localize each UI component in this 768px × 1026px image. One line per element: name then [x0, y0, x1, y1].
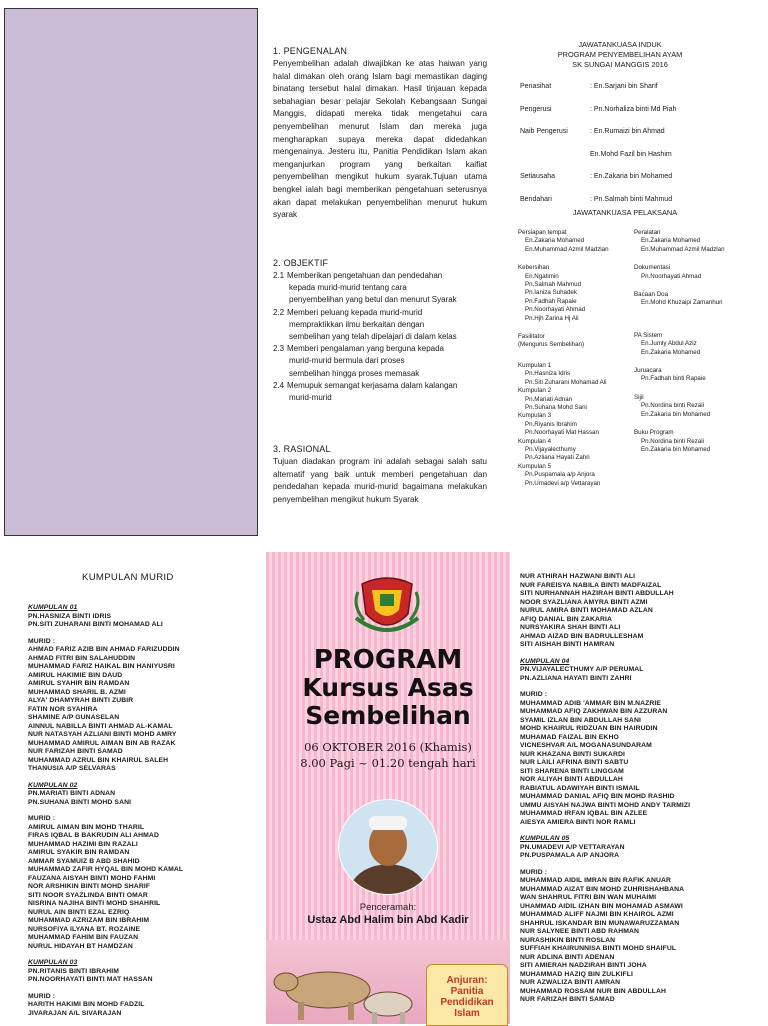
student-name: AFIQ DANIAL BIN ZAKARIA	[520, 615, 613, 623]
jk-pelaksana-member: Pn.Noorhayati Ahmad	[641, 272, 702, 280]
jk-pelaksana-member: Pn.Nordina binti Rezali	[641, 402, 704, 410]
student-name: NUR NATASYAH AZLIANI BINTI MOHD AMRY	[28, 731, 177, 738]
murid-left-list	[28, 604, 258, 1018]
jk-pelaksana-heading: Peralatan	[634, 229, 661, 236]
student-name: MUHAMAD FAIZAL BIN EKHO	[520, 733, 619, 741]
poster-title-kursus: Kursus Asas	[302, 673, 474, 702]
jk-pelaksana-col1	[518, 229, 633, 488]
objektif-section	[273, 258, 487, 404]
kumpulan-heading: KUMPULAN 04	[520, 657, 570, 665]
student-name: VICNESHVAR A/L MOGANASUNDARAM	[520, 742, 652, 749]
spacer	[28, 630, 258, 638]
student-name: NURUL AMIRA BINTI MOHAMAD AZLAN	[520, 607, 653, 614]
student-name: NOR ARSHIKIN BINTI MOHD SHARIF	[28, 883, 151, 890]
objektif-text: Memberikan pengetahuan dan pendedahan	[287, 271, 443, 280]
spacer	[520, 827, 765, 835]
spacer	[520, 861, 765, 869]
jk-induk-rows	[520, 82, 720, 205]
jk-pelaksana-col2	[634, 229, 746, 454]
objektif-line	[273, 319, 487, 331]
kumpulan-teacher: PN.RITANIS BINTI IBRAHIM	[28, 967, 120, 975]
jk-induk-role: Pengerusi	[520, 105, 552, 113]
spacer	[28, 951, 258, 959]
student-name: SITI NOOR SYAZLINDA BINTI OMAR	[28, 891, 148, 899]
student-name: NURSYAKIRA SHAH BINTI ALI	[520, 624, 621, 631]
jk-pelaksana-member: Pn.Riyanis Ibrahim	[525, 420, 577, 428]
student-name: SHAMINE A/P GUNASELAN	[28, 714, 120, 721]
jk-pelaksana-heading: Kumpulan 4	[518, 437, 552, 445]
jk-pelaksana-member: Pn.Suhana Mohd Sani	[525, 403, 587, 411]
jk-pelaksana-member: Pn.Salmah Mahmud	[525, 281, 582, 289]
jk-pelaksana-member: Pn.Azliana Hayati Zahri	[525, 454, 590, 462]
jk-pelaksana-member: Pn.Fadhah Rapaie	[525, 297, 577, 305]
jk-induk-row	[520, 195, 720, 205]
student-name: FIRAS IQBAL B BAKRUDIN ALI AHMAD	[28, 832, 159, 839]
jk-pelaksana-heading: Kumpulan 2	[518, 387, 552, 395]
student-name: NURUL HIDAYAH BT HAMDZAN	[28, 942, 133, 950]
kumpulan-teacher: PN.MARIATI BINTI ADNAN	[28, 790, 116, 797]
jk-pelaksana-heading: Fasilitator	[518, 333, 545, 341]
rasional-title: 3. RASIONAL	[273, 444, 331, 454]
spacer	[28, 807, 258, 815]
student-name: SYAMIL IZLAN BIN ABDULLAH SANI	[520, 716, 641, 724]
student-name: NUR FARIZAH BINTI SAMAD	[520, 996, 615, 1003]
spacer	[28, 774, 258, 782]
student-name: MUHAMMAD HAZIQ BIN ZULKIFLI	[520, 970, 633, 978]
student-name: NURSOFIYA ILYANA BT. ROZAINE	[28, 925, 141, 933]
student-name: MUHAMMAD AIZAT BIN MOHD ZUHRISHAHBANA	[520, 885, 685, 893]
kumpulan-teacher: PN.SITI ZUHARANI BINTI MOHAMAD ALI	[28, 621, 163, 628]
anjuran-islam: Islam	[454, 1008, 480, 1019]
student-name: AMIRUL SYAHIR BIN RAMDAN	[28, 680, 130, 687]
jk-induk-role: Bendahari	[520, 195, 552, 203]
poster-speaker-name: Ustaz Abd Halim bin Abd Kadir	[307, 914, 469, 926]
student-name: MUHAMMAD DANIAL AFIQ BIN MOHD RASHID	[520, 793, 675, 800]
jk-pelaksana-heading: (Mengurus Sembelihan)	[518, 341, 585, 349]
poster-penceramah-label: Penceramah:	[359, 902, 417, 913]
kumpulan-teacher: PN.AZLIANA HAYATI BINTI ZAHRI	[520, 674, 632, 682]
anjuran-panitia: Panitia	[450, 986, 484, 997]
student-name: MUHAMMAD ADIB 'AMMAR BIN M.NAZRIE	[520, 699, 661, 707]
jk-induk	[520, 40, 720, 218]
jk-induk-role: Penasihat	[520, 83, 552, 90]
jk-induk-name: : En.Rumaizi bin Ahmad	[590, 128, 665, 136]
student-name: AHMAD AIZAD BIN BADRULLESHAM	[520, 632, 644, 640]
jk-induk-role	[520, 150, 590, 160]
objektif-text: murid-murid bermula dari proses	[289, 356, 405, 366]
jk-induk-role: Setiausaha	[520, 173, 556, 181]
cattle-illustration-icon	[268, 958, 418, 1024]
murid-label: MURID :	[520, 691, 548, 698]
student-name: NUR SALYNEE BINTI ABD RAHMAN	[520, 928, 639, 935]
jk-pelaksana-heading: Bacaan Doa	[634, 291, 669, 299]
rasional-text: Tujuan diadakan program ini adalah sebagai salah satu alternatif yang baik untuk memberi pengetahuan dan pendedahan kepada murid-murid bagaimana melakukan penyembelihan mengikut hukum Syarak	[273, 457, 487, 504]
objektif-line	[273, 307, 487, 319]
jk-pelaksana-member: Pn.Noorhayati Ahmad	[525, 306, 586, 314]
objektif-text: sembelihan hingga proses memasak	[289, 368, 420, 378]
student-name: AMIRUL HAKIMIE BIN DAUD	[28, 671, 123, 679]
jk-pelaksana-member: Pn.Noorhayati Mat Hassan	[525, 429, 599, 437]
student-name: SITI AMIERAH NADZIRAH BINTI JOHA	[520, 962, 647, 969]
jk-pelaksana-member: En.Zakaria Mohamed	[525, 237, 585, 245]
objektif-line	[273, 282, 487, 294]
student-name: NURASHIKIN BINTI ROSLAN	[520, 936, 616, 944]
anjuran-badge	[426, 964, 508, 1026]
pengenalan-title: 1. PENGENALAN	[273, 46, 348, 56]
student-name: MOHD KHAIRUL RIDZUAN BIN HAIRUDIN	[520, 725, 658, 732]
kumpulan-teacher: PN.SUHANA BINTI MOHD SANI	[28, 798, 132, 806]
objektif-text: penyembelihan yang betul dan menurut Syarak	[289, 295, 457, 305]
jk-induk-name: En.Mohd Fazil bin Hashim	[590, 150, 672, 158]
objektif-text: Memupuk semangat kerjasama dalam kalangan	[287, 380, 458, 390]
jk-induk-row	[520, 150, 720, 160]
jk-pelaksana-heading: Sijil	[634, 393, 644, 401]
objektif-line	[273, 343, 487, 355]
murid-label: MURID :	[520, 868, 548, 876]
student-name: NUR FARIZAH BINTI SAMAD	[28, 748, 123, 755]
student-name: THANUSIA A/P SELVARAS	[28, 765, 116, 772]
student-name: AMIRUL AIMAN BIN MOHD THARIL	[28, 823, 145, 831]
student-name: FATIN NOR SYAHIRA	[28, 705, 98, 713]
jk-pelaksana-member: Pn.Fadhah binti Rapaie	[641, 375, 706, 383]
jk-pelaksana-heading: Persiapan tempat	[518, 229, 567, 236]
jk-pelaksana-member: En.Ngatimin	[525, 272, 559, 280]
spacer	[520, 683, 765, 691]
anjuran-pendidikan: Pendidikan	[440, 997, 494, 1008]
jk-induk-subtitle: PROGRAM PENYEMBELIHAN AYAM	[557, 50, 683, 59]
student-name: WAN SHAHRUL FITRI BIN WAN MUHAIMI	[520, 894, 657, 901]
objektif-text: murid-murid	[289, 393, 332, 403]
jk-pelaksana-heading: Juruacara	[634, 367, 662, 375]
objektif-number: 2.1	[273, 271, 285, 280]
student-name: UMMU AISYAH NAJWA BINTI MOHD ANDY TARMIZI	[520, 801, 691, 809]
jk-pelaksana-member: Pn.Puspamala a/p Anjora	[525, 471, 595, 479]
jk-pelaksana-heading: Kebersihan	[518, 264, 550, 272]
jk-pelaksana-member: En.Mohd Khuzaipi Zamanhuri	[641, 299, 723, 307]
jk-pelaksana	[520, 208, 730, 218]
student-name: NUR ADLINA BINTI ADENAN	[520, 953, 615, 961]
jk-pelaksana-heading: PA Sistem	[634, 331, 663, 339]
student-name: AIESYA AMIERA BINTI NOR RAMLI	[520, 818, 636, 826]
student-name: AINNUL NABILLA BINTI AHMAD AL-KAMAL	[28, 722, 173, 730]
objektif-text: Memberi pengalaman yang berguna kepada	[287, 344, 444, 354]
poster-title-program: PROGRAM	[313, 645, 463, 675]
objektif-list	[273, 270, 487, 404]
murid-label: MURID :	[28, 992, 56, 1000]
jk-pelaksana-heading: Kumpulan 1	[518, 361, 552, 369]
jk-pelaksana-title: JAWATANKUASA PELAKSANA	[572, 208, 678, 217]
student-name: MUHAMMAD FARIZ HAIKAL BIN HANIYUSRI	[28, 663, 175, 670]
student-name: FAUZANA AISYAH BINTI MOHD FAHMI	[28, 874, 156, 882]
jk-induk-name: : En.Zakaria bin Mohamed	[590, 173, 673, 181]
jk-pelaksana-member: Pn.Ianiza Suhadek	[525, 289, 577, 297]
student-name: SITI AISHAH BINTI HAMRAN	[520, 641, 615, 648]
kumpulan-heading: KUMPULAN 01	[28, 604, 78, 611]
jk-pelaksana-member: En.Zakaria bin Mohamed	[641, 445, 711, 453]
student-name: SUFFIAH KHAIRUNNISA BINTI MOHD SHAIFUL	[520, 945, 677, 952]
kumpulan-teacher: PN.PUSPAMALA A/P ANJORA	[520, 852, 620, 859]
jk-pelaksana-heading: Dokumentasi	[634, 264, 671, 272]
objektif-line	[273, 355, 487, 367]
student-name: MUHAMMAD AFIQ ZAKHWAN BIN AZZURAN	[520, 708, 668, 715]
student-name: AMIRUL SYAKIR BIN RAMDAN	[28, 849, 130, 856]
jk-pelaksana-member: En.Muhammad Azmil Madzlan	[641, 245, 725, 253]
student-name: SITI SHARENA BINTI LINGGAM	[520, 767, 624, 775]
school-crest-icon	[354, 570, 420, 640]
jk-pelaksana-member: En.Zakaria Mohamed	[641, 237, 701, 245]
student-name: NUR FAREISYA NABILA BINTI MADFAIZAL	[520, 581, 662, 589]
student-name: AHMAD FITRI BIN SALAHUDDIN	[28, 654, 136, 662]
jk-pelaksana-heading: Buku Program	[634, 429, 674, 437]
objektif-line	[273, 380, 487, 392]
kumpulan-teacher: PN.NOORHAYATI BINTI MAT HASSAN	[28, 976, 153, 983]
kumpulan-teacher: PN.HASNIZA BINTI IDRIS	[28, 612, 112, 620]
jk-pelaksana-heading: Kumpulan 5	[518, 462, 552, 470]
jk-pelaksana-member: En.Jumly Abdul Aziz	[641, 340, 697, 348]
student-name: UHAMMAD AIDIL IZHAN BIN MOHAMAD ASMAWI	[520, 902, 683, 910]
objektif-line	[273, 368, 487, 380]
jk-pelaksana-member: Pn.Umadevi a/p Vettarayan	[525, 479, 601, 487]
jk-pelaksana-heading: Kumpulan 3	[518, 412, 552, 420]
student-name: RABIATUL ADAWIYAH BINTI ISMAIL	[520, 784, 640, 792]
objektif-line	[273, 294, 487, 306]
student-name: NUR AZWALIZA BINTI AMRAN	[520, 979, 621, 986]
student-name: MUHAMMAD HAZIMI BIN RAZALI	[28, 840, 138, 848]
student-name: NOOR SYAZLIANA AMYRA BINTI AZMI	[520, 598, 648, 606]
student-name: SITI NURHANNAH HAZIRAH BINTI ABDULLAH	[520, 590, 674, 597]
objektif-text: Memberi peluang kepada murid-murid	[287, 307, 423, 317]
student-name: MUHAMMAD ROSSAM NUR BIN ABDULLAH	[520, 987, 667, 995]
kumpulan-murid-title: KUMPULAN MURID	[82, 572, 174, 583]
jk-pelaksana-member: En.Muhammad Azmil Madzlan	[525, 245, 609, 253]
speaker-photo	[337, 798, 439, 896]
jk-induk-row	[520, 105, 720, 115]
jk-induk-row	[520, 82, 720, 92]
rasional-section	[273, 444, 487, 506]
jk-induk-row	[520, 127, 720, 137]
objektif-line	[273, 392, 487, 404]
kumpulan-teacher: PN.UMADEVI A/P VETTARAYAN	[520, 843, 625, 851]
jk-pelaksana-member: Pn.Hjh Zarina Hj Ali	[525, 314, 579, 322]
student-name: HARITH HAKIMI BIN MOHD FADZIL	[28, 1001, 145, 1008]
pengenalan-text: Penyembelihan adalah diwajibkan ke atas haiwan yang halal dimakan oleh orang Islam bagi memastikan daging binatang tersebut halal dimakan. Hasil tinjauan kepada sebahagian besar pelajar Sekolah Kebangsaan Sungai Manggis, didapati mereka tidak mengetahui cara penyembelihan menurut Islam dan mereka juga mengharapkan supaya mereka dapat didedahkan mengenainya. Jesteru itu, Panitia Pendidikan Islam akan menganjurkan program yang berkaitan kaifiat penyembelihan mengikut hukum syarak.Tujuan utama bengkel ialah bagi memberikan pengetahuan seterusnya akan dapat melakukan penyembelihan menurut hukum syarak	[273, 59, 487, 220]
cover-panel	[4, 8, 258, 536]
pengenalan-section	[273, 46, 487, 222]
kumpulan-heading: KUMPULAN 02	[28, 781, 78, 789]
jk-induk-row	[520, 172, 720, 182]
jk-pelaksana-member: Pn.Siti Zuharani Mohamad Ali	[525, 378, 607, 386]
student-name: MUHAMMAD ZAFIR HYQAL BIN MOHD KAMAL	[28, 866, 184, 873]
murid-label: MURID :	[28, 637, 56, 645]
student-name: NISRINA NAJIHA BINTI MOHD SHAHRIL	[28, 900, 161, 907]
objektif-number: 2.3	[273, 344, 285, 354]
student-name: NUR LAILI AFRINA BINTI SABTU	[520, 759, 629, 766]
student-name: MUHAMMAD AIDIL IMRAN BIN RAFIK ANUAR	[520, 877, 671, 884]
objektif-line	[273, 331, 487, 343]
student-name: MUHAMMAD AMIRUL AIMAN BIN AB RAZAK	[28, 739, 176, 747]
jk-induk-name: : Pn.Salmah binti Mahmud	[590, 195, 673, 203]
kumpulan-teacher: PN.VIJAYALECTHUMY A/P PERUMAL	[520, 666, 644, 673]
jk-pelaksana-member: Pn.Nordina binti Rezali	[641, 437, 704, 445]
student-name: MUHAMMAD SHARIL B. AZMI	[28, 688, 126, 696]
murid-label: MURID :	[28, 815, 56, 822]
objektif-text: sembelihan yang telah dipelajari di dalam kelas	[289, 332, 457, 342]
student-name: MUHAMMAD ALIFF NAJMI BIN KHAIROL AZMI	[520, 911, 674, 918]
student-name: ALYA' DHAMYRAH BINTI ZUBIR	[28, 697, 134, 704]
jk-pelaksana-member: En.Zakaria Mohamed	[641, 348, 701, 356]
student-name: MUHAMMAD IRFAN IQBAL BIN AZLEE	[520, 810, 648, 817]
poster-time: 8.00 Pagi ~ 01.20 tengah hari	[300, 756, 476, 770]
student-name: AMMAR SYAMUIZ B ABD SHAHID	[28, 857, 140, 865]
jk-induk-title: JAWATANKUASA INDUK	[578, 40, 662, 49]
jk-induk-school: SK SUNGAI MANGGIS 2016	[572, 60, 668, 69]
spacer	[28, 985, 258, 993]
student-name: SHAHRUL ISKANDAR BIN MUNAWARUZZAMAN	[520, 919, 680, 927]
jk-induk-role: Naib Pengerusi	[520, 128, 568, 136]
student-name: NUR KHAZANA BINTI SUKARDI	[520, 750, 625, 758]
objektif-title: 2. OBJEKTIF	[273, 258, 329, 268]
objektif-text: kepada murid-murid tentang cara	[289, 283, 407, 293]
objektif-line	[273, 270, 487, 282]
student-name: MUHAMMAD AZRIZAM BIN IBRAHIM	[28, 917, 150, 924]
student-name: NURUL AIN BINTI EZAL EZRIQ	[28, 908, 130, 916]
kumpulan-heading: KUMPULAN 05	[520, 835, 570, 842]
kumpulan-heading: KUMPULAN 03	[28, 959, 78, 966]
student-name: AHMAD FARIZ AZIB BIN AHMAD FARIZUDDIN	[28, 646, 180, 653]
student-name: NUR ATHIRAH HAZWANI BINTI ALI	[520, 573, 636, 580]
jk-pelaksana-member: En.Zakaria bin Mohamed	[641, 410, 711, 418]
student-name: JIVARAJAN A/L SIVARAJAN	[28, 1009, 122, 1017]
objektif-text: mempraktikkan ilmu berkaitan dengan	[289, 319, 425, 329]
spacer	[520, 650, 765, 658]
jk-induk-name: : En.Sarjani bin Sharif	[590, 83, 658, 90]
poster-title-sembelihan: Sembelihan	[305, 701, 471, 730]
student-name: NOR ALIYAH BINTI ABDULLAH	[520, 776, 623, 783]
jk-pelaksana-member: Pn.Hasniza Idris	[525, 370, 571, 378]
objektif-number: 2.4	[273, 380, 285, 390]
anjuran-label: Anjuran:	[446, 975, 488, 986]
murid-right-list	[520, 573, 765, 1005]
poster-date: 06 OKTOBER 2016 (Khamis)	[304, 740, 472, 754]
jk-pelaksana-member: Pn.Vijayalecthumy	[525, 445, 576, 453]
student-name: MUHAMMAD AZRUL BIN KHAIRUL SALEH	[28, 756, 169, 764]
objektif-number: 2.2	[273, 307, 285, 317]
student-name: MUHAMMAD FAHIM BIN FAUZAN	[28, 934, 139, 941]
jk-induk-name: : Pn.Norhaliza binti Md Piah	[590, 105, 677, 113]
jk-pelaksana-member: Pn.Mariati Adnan	[525, 395, 573, 403]
